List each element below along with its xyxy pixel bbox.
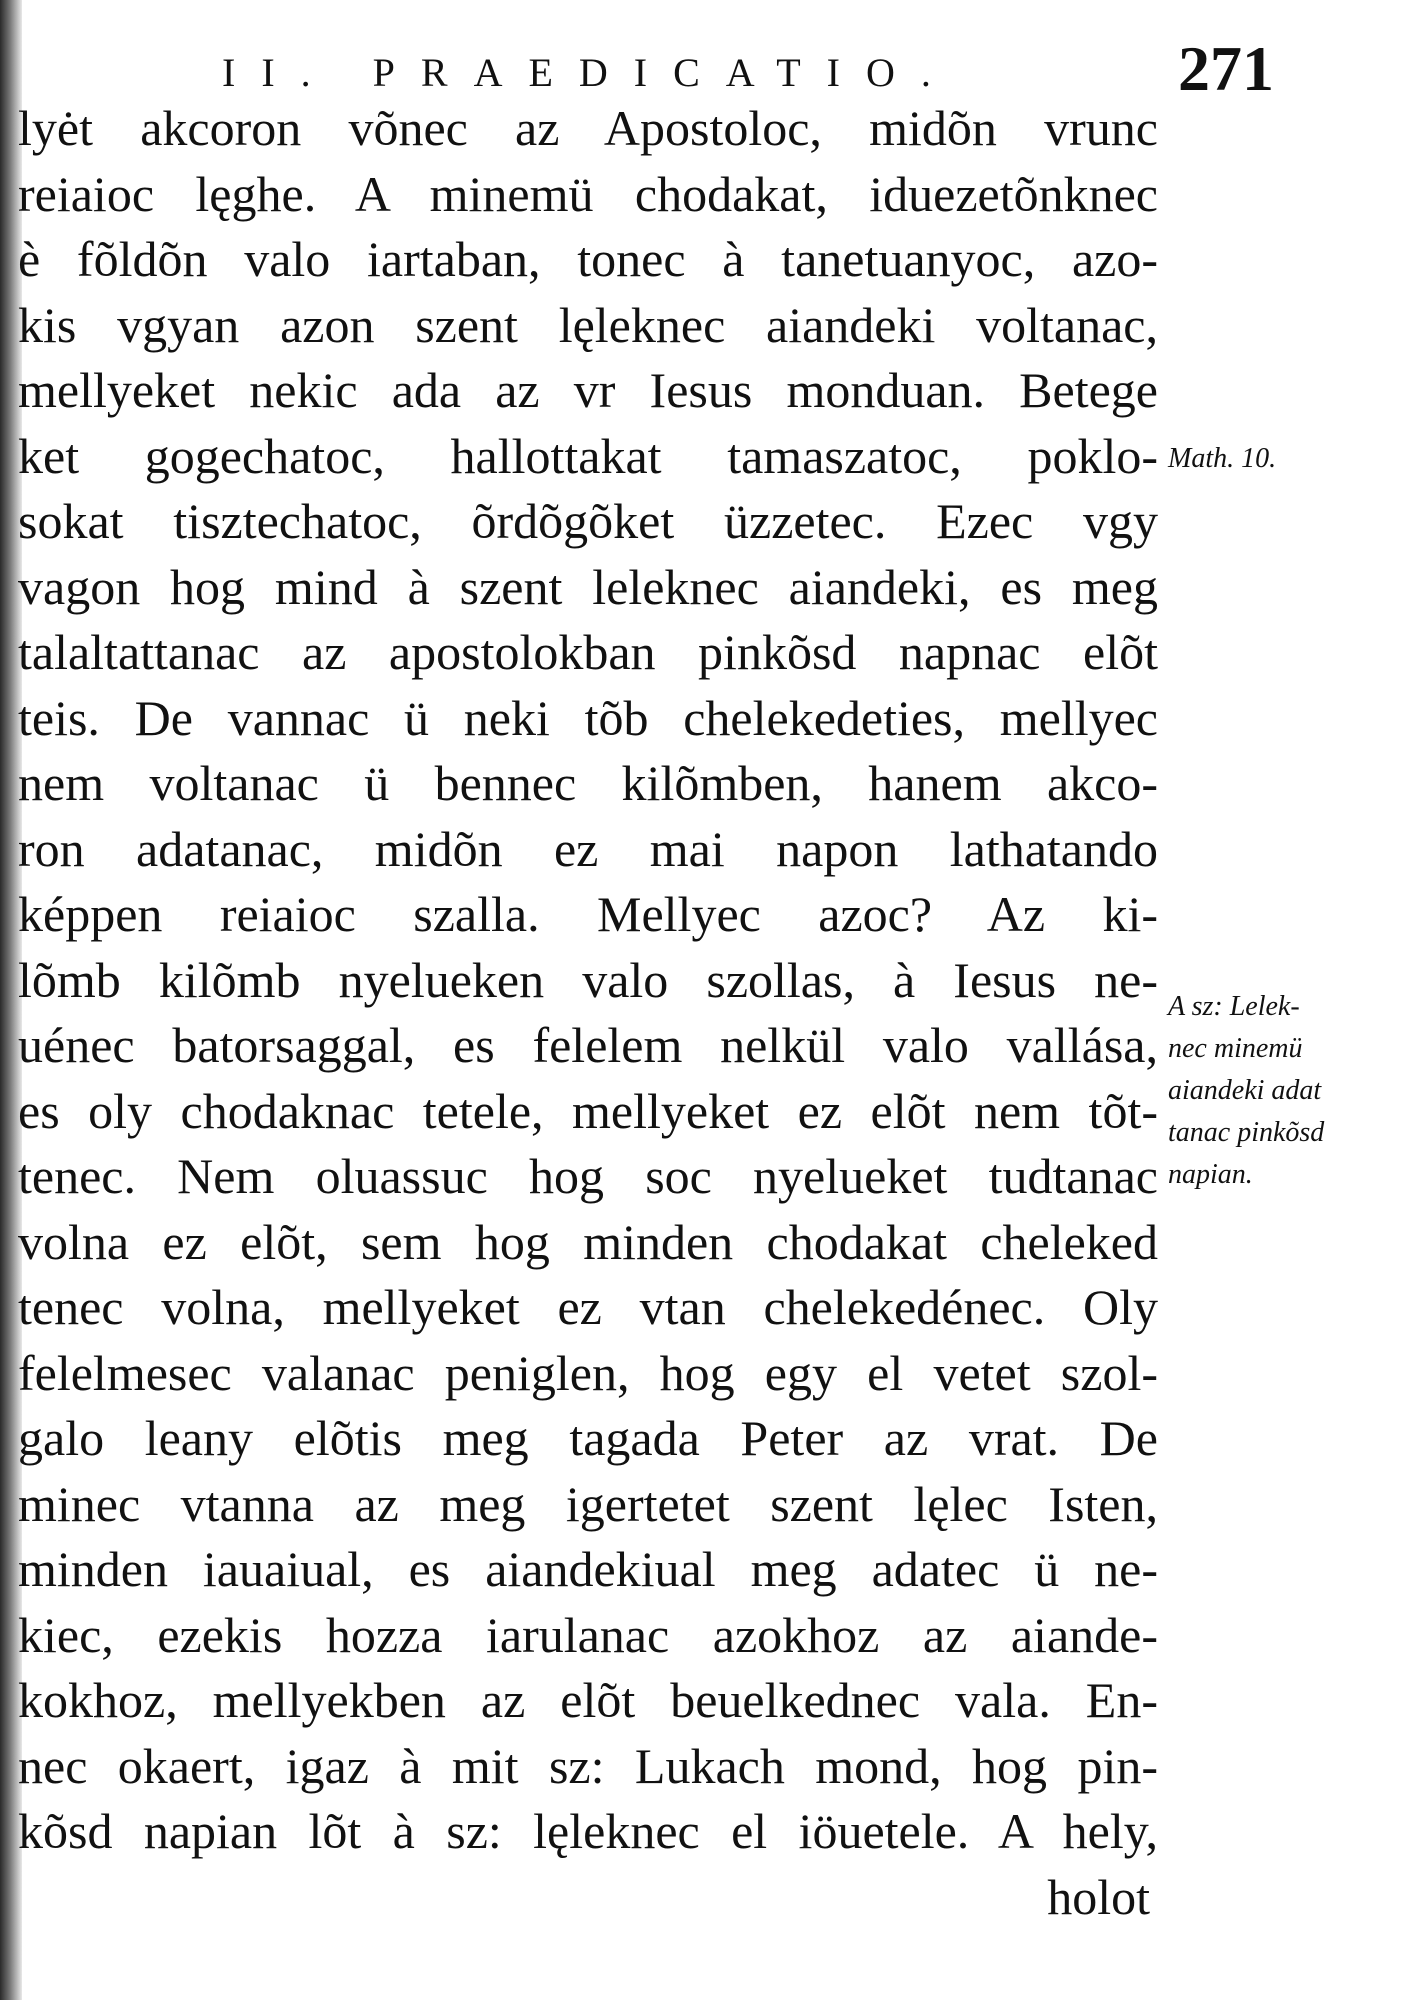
text-line: mellyeket nekic ada az vr Iesus monduan. Betege <box>18 362 1158 418</box>
text-line: kis vgyan azon szent lęleknec aiandeki voltanac, <box>18 296 1158 353</box>
text-line: kokhoz, mellyekben az elõt beuelkednec vala. En- <box>18 1672 1158 1728</box>
text-line: tenec. Nem oluassuc hog soc nyelueket tudtanac <box>18 1148 1158 1204</box>
text-line: nec okaert, igaz à mit sz: Lukach mond, hog pin- <box>18 1737 1158 1794</box>
margin-note-line: A sz: Lelek- <box>1168 991 1300 1022</box>
text-line: minden iauaiual, es aiandekiual meg adatec ü ne- <box>18 1541 1158 1597</box>
margin-note-line: napian. <box>1168 1159 1253 1190</box>
text-line: ket gogechatoc, hallottakat tamaszatoc, poklo- <box>18 427 1158 484</box>
text-line: volna ez elõt, sem hog minden chodakat cheleked <box>18 1213 1158 1270</box>
margin-note-line: aiandeki adat <box>1168 1075 1322 1106</box>
text-line: es oly chodaknac tetele, mellyeket ez elõt nem tõt- <box>18 1082 1158 1139</box>
text-line: uénec batorsaggal, es felelem nelkül valo vallása, <box>18 1017 1158 1073</box>
text-line: képpen reiaioc szalla. Mellyec azoc? Az ki- <box>18 886 1158 942</box>
text-line: kõsd napian lõt à sz: lęleknec el iöuetele. A hely, <box>18 1803 1158 1859</box>
main-text-block <box>18 96 1158 1930</box>
text-line: reiaioc lęghe. A minemü chodakat, iduezetõnknec <box>18 165 1158 222</box>
margin-note-line: tanac pinkõsd <box>1168 1117 1325 1148</box>
text-line: kiec, ezekis hozza iarulanac azokhoz az aiande- <box>18 1606 1158 1663</box>
text-line: ron adatanac, midõn ez mai napon lathatando <box>18 820 1158 877</box>
margin-note-gloss <box>1168 986 1400 1196</box>
text-line: talaltattanac az apostolokban pinkõsd napnac elõt <box>18 624 1158 680</box>
page-number: 271 <box>1178 33 1274 104</box>
margin-note-reference <box>1168 438 1400 480</box>
text-line: è fõldõn valo iartaban, tonec à tanetuanyoc, azo- <box>18 231 1158 287</box>
running-title: II. PRAEDICATIO. <box>222 50 957 95</box>
margin-note-line: nec minemü <box>1168 1033 1303 1064</box>
text-line: felelmesec valanac peniglen, hog egy el vetet szol- <box>18 1344 1158 1401</box>
text-line: minec vtanna az meg igertetet szent lęlec Isten, <box>18 1475 1158 1532</box>
catchword: holot <box>1047 1868 1150 1925</box>
text-line: sokat tisztechatoc, õrdõgõket üzzetec. Ezec vgy <box>18 493 1158 549</box>
text-line: vagon hog mind à szent leleknec aiandeki, es meg <box>18 558 1158 615</box>
text-line: lõmb kilõmb nyelueken valo szollas, à Iesus ne- <box>18 951 1158 1008</box>
text-line: tenec volna, mellyeket ez vtan chelekedénec. Oly <box>18 1279 1158 1335</box>
margin-note-line: Math. 10. <box>1168 443 1277 474</box>
text-line: lyėt akcoron võnec az Apostoloc, midõn vrunc <box>18 100 1158 156</box>
text-line: galo leany elõtis meg tagada Peter az vrat. De <box>18 1410 1158 1466</box>
text-line: teis. De vannac ü neki tõb chelekedeties, mellyec <box>18 689 1158 746</box>
text-line: nem voltanac ü bennec kilõmben, hanem akco- <box>18 755 1158 811</box>
